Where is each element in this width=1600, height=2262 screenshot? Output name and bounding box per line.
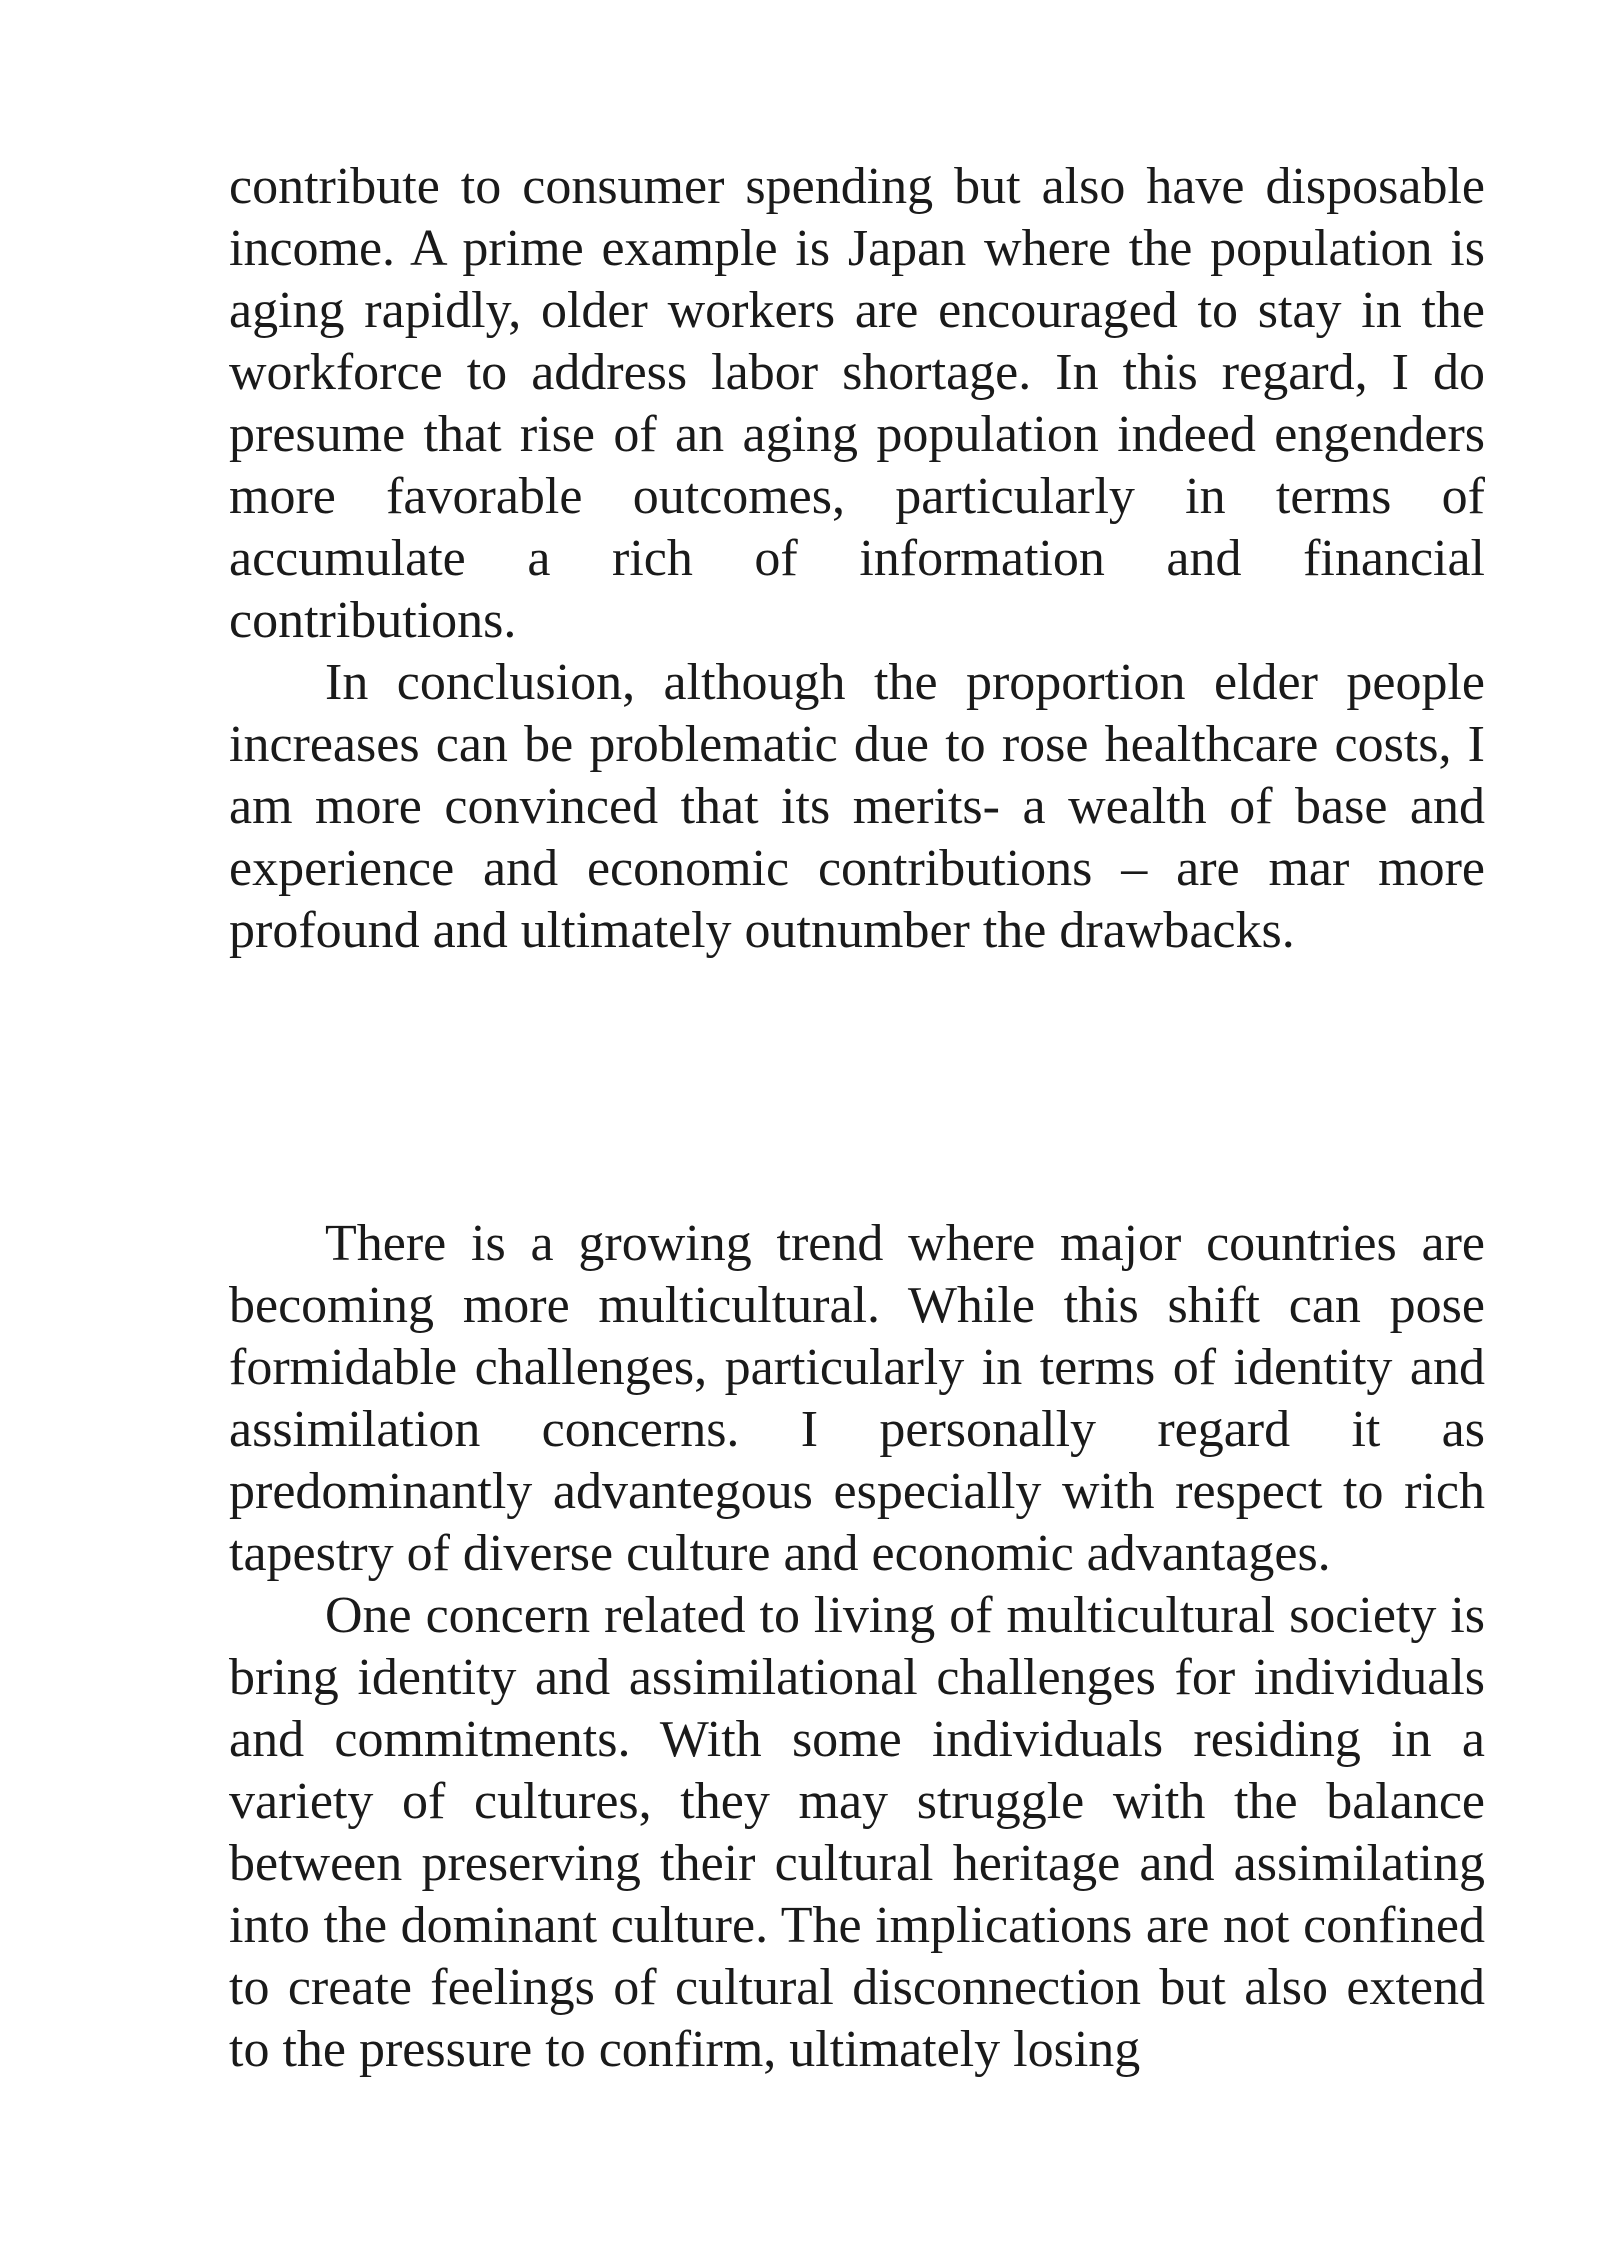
- essay-two-paragraph-introduction: There is a growing trend where major countries are becoming more multicultural. While this shift can pose formidable challenges, particularly in terms of identity and assimilation concerns. I personally regard it as predominantly advantegous especially with respect to rich tapestry of diverse culture and economic advantages.: [229, 1215, 1485, 1582]
- essay-one-paragraph-continuation: contribute to consumer spending but also have disposable income. A prime example is Japan where the population is aging rapidly, older workers are encouraged to stay in the workforce to address labor shortage. In this regard, I do presume that rise of an aging population indeed engenders more favorable outcomes, particularly in terms of accumulate a rich of information and financial contributions.: [229, 158, 1485, 649]
- essay-two-body: [229, 1213, 1485, 2081]
- essay-one-body: [229, 156, 1485, 962]
- essay-two-paragraph-body: One concern related to living of multicultural society is bring identity and assimilational challenges for individuals and commitments. With some individuals residing in a variety of cultures, they may struggle with the balance between preserving their cultural heritage and assimilating into the dominant culture. The implications are not confined to create feelings of cultural disconnection but also extend to the pressure to confirm, ultimately losing: [229, 1587, 1485, 2078]
- essay-one-paragraph-conclusion: In conclusion, although the proportion elder people increases can be problematic due to rose healthcare costs, I am more convinced that its merits- a wealth of base and experience and economic contributions – are mar more profound and ultimately outnumber the drawbacks.: [229, 654, 1485, 959]
